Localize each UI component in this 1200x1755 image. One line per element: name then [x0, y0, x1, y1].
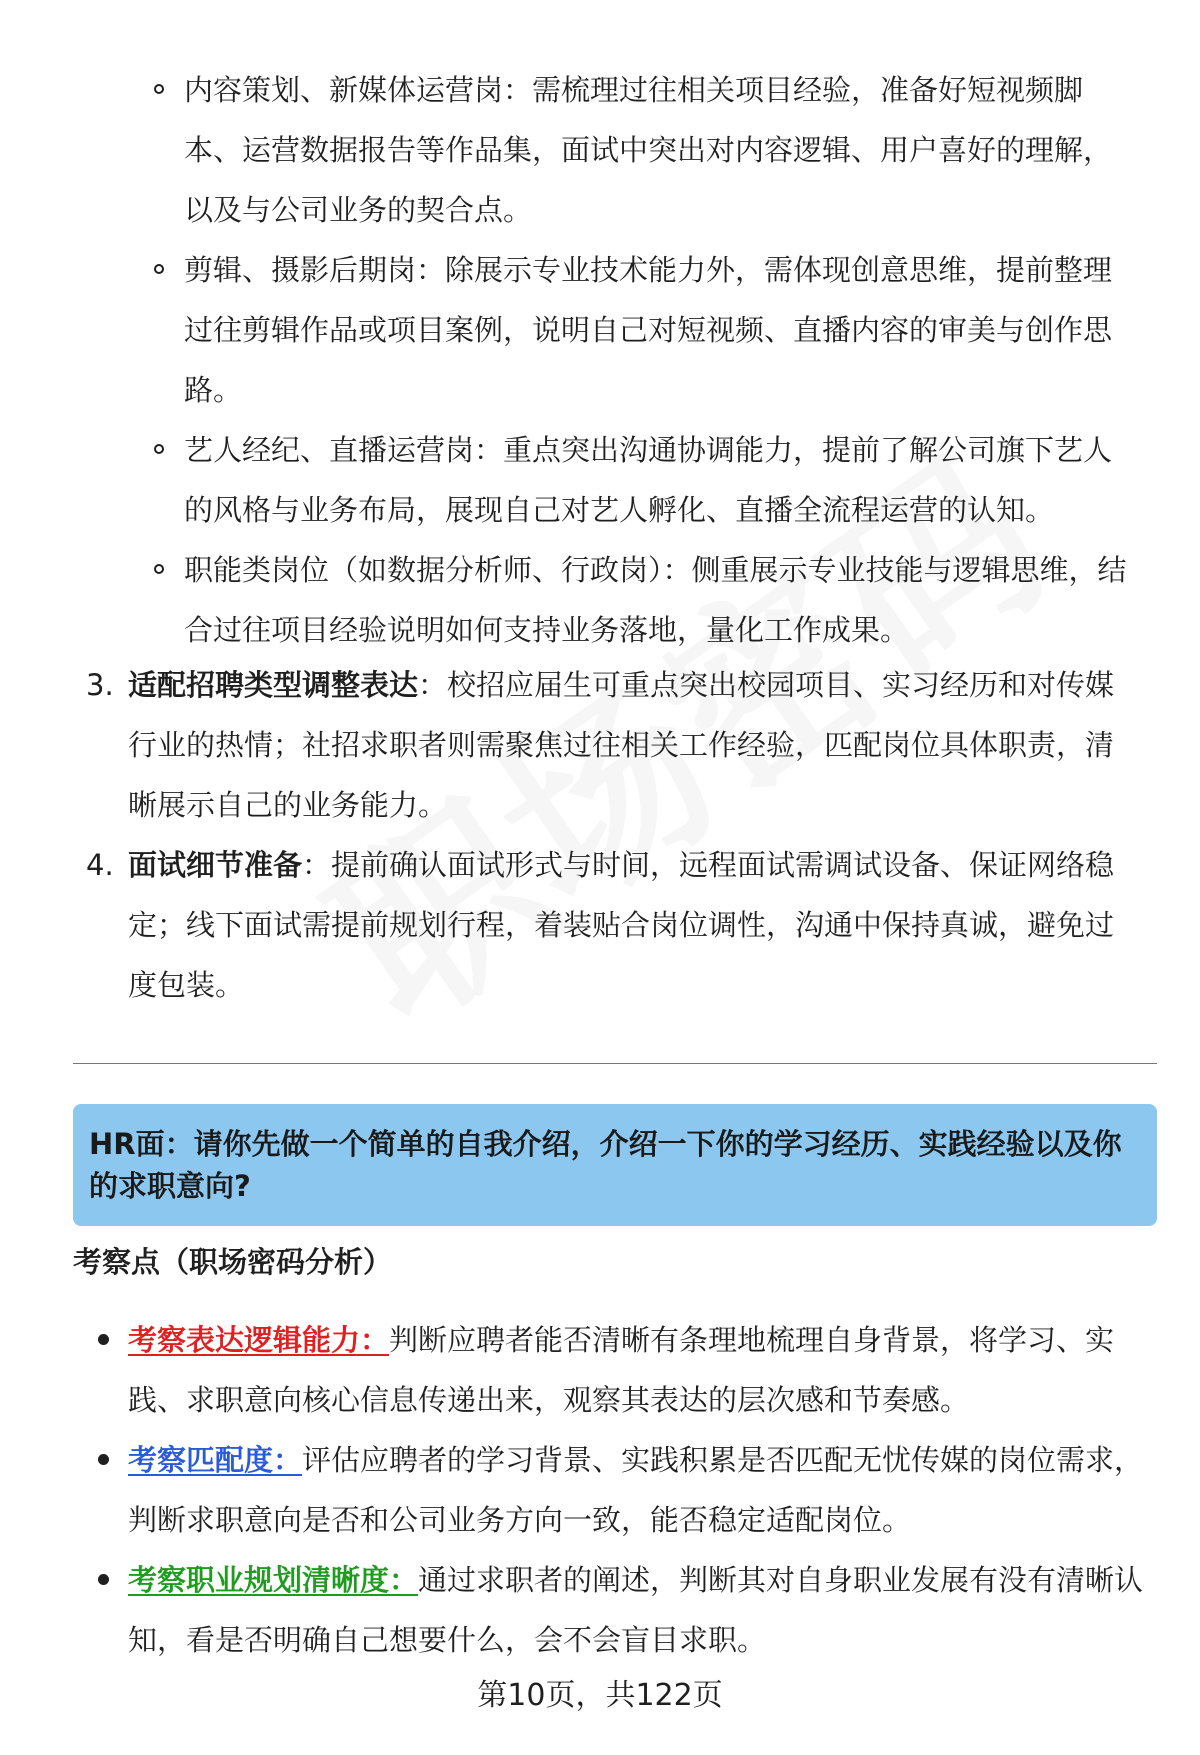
list-item — [96, 1550, 1156, 1670]
numbered-item — [80, 655, 1140, 835]
item-text: ：提前确认面试形式与时间，远程面试需调试设备、保证网络稳定；线下面试需提前规划行程，着装贴合岗位调性，沟通中保持真诚，避免过度包装。 — [128, 848, 1115, 1002]
item-title: 适配招聘类型调整表达 — [128, 668, 419, 702]
sub-bullet-list — [150, 60, 1140, 660]
circle-bullet-icon — [154, 444, 164, 454]
list-item — [150, 420, 1140, 540]
point-label: 考察匹配度： — [128, 1443, 303, 1477]
list-item — [150, 240, 1140, 420]
bullet-dot-icon — [98, 1454, 109, 1465]
item-text: ：校招应届生可重点突出校园项目、实习经历和对传媒行业的热情；社招求职者则需聚焦过往相关工作经验，匹配岗位具体职责，清晰展示自己的业务能力。 — [128, 668, 1115, 822]
point-label: 考察职业规划清晰度： — [128, 1563, 419, 1597]
list-item — [96, 1310, 1156, 1430]
circle-bullet-icon — [154, 564, 164, 574]
item-number: 3. — [86, 668, 114, 702]
bullet-dot-icon — [98, 1574, 109, 1585]
item-title: 面试细节准备 — [128, 848, 303, 882]
numbered-item — [80, 835, 1140, 1015]
item-number: 4. — [86, 848, 114, 882]
point-text: 通过求职者的阐述，判断其对自身职业发展有没有清晰认知，看是否明确自己想要什么，会不会盲目求职。 — [128, 1563, 1144, 1657]
list-item — [150, 540, 1140, 660]
question-text: HR面：请你先做一个简单的自我介绍，介绍一下你的学习经历、实践经验以及你的求职意向? — [89, 1127, 1122, 1203]
numbered-list — [80, 655, 1140, 1015]
list-item — [150, 60, 1140, 240]
point-text: 判断应聘者能否清晰有条理地梳理自身背景，将学习、实践、求职意向核心信息传递出来，观察其表达的层次感和节奏感。 — [128, 1323, 1115, 1417]
list-item-text: 职能类岗位（如数据分析师、行政岗）：侧重展示专业技能与逻辑思维，结合过往项目经验说明如何支持业务落地，量化工作成果。 — [184, 553, 1127, 647]
point-text: 评估应聘者的学习背景、实践积累是否匹配无忧传媒的岗位需求，判断求职意向是否和公司业务方向一致，能否稳定适配岗位。 — [128, 1443, 1144, 1537]
bullet-dot-icon — [98, 1334, 109, 1345]
circle-bullet-icon — [154, 264, 164, 274]
list-item — [96, 1430, 1156, 1550]
section-title: 考察点（职场密码分析） — [73, 1245, 393, 1279]
circle-bullet-icon — [154, 84, 164, 94]
page-number: 第10页，共122页 — [477, 1678, 723, 1713]
list-item-text: 艺人经纪、直播运营岗：重点突出沟通协调能力，提前了解公司旗下艺人的风格与业务布局，展现自己对艺人孵化、直播全流程运营的认知。 — [184, 433, 1113, 527]
point-label: 考察表达逻辑能力： — [128, 1323, 390, 1357]
list-item-text: 内容策划、新媒体运营岗：需梳理过往相关项目经验，准备好短视频脚本、运营数据报告等作品集，面试中突出对内容逻辑、用户喜好的理解，以及与公司业务的契合点。 — [184, 73, 1113, 227]
list-item-text: 剪辑、摄影后期岗：除展示专业技术能力外，需体现创意思维，提前整理过往剪辑作品或项目案例，说明自己对短视频、直播内容的审美与创作思路。 — [184, 253, 1113, 407]
question-callout — [73, 1104, 1157, 1226]
assessment-point-list — [96, 1310, 1156, 1670]
section-divider — [73, 1063, 1157, 1064]
